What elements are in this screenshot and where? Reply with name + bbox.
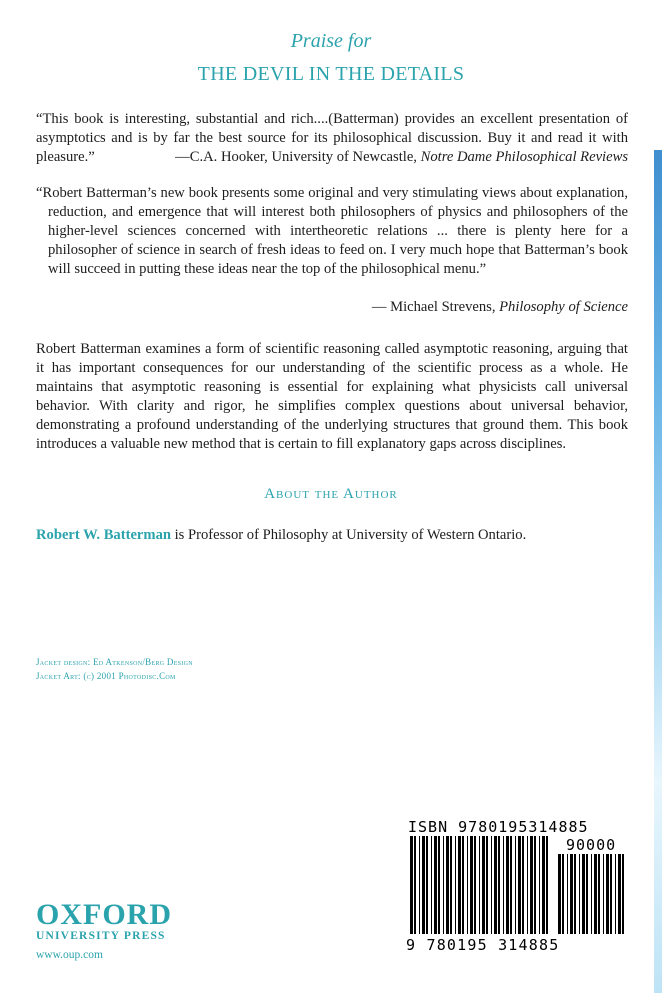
barcode-bar xyxy=(462,836,464,934)
barcode-bar xyxy=(419,836,420,934)
review-quote-1-source: Notre Dame Philosophical Reviews xyxy=(420,149,628,165)
barcode-bar xyxy=(482,836,485,934)
book-title: THE DEVIL IN THE DETAILS xyxy=(197,63,465,85)
barcode-bar xyxy=(470,836,473,934)
jacket-art-credit: Jacket Art: (c) 2001 Photodisc.Com xyxy=(36,671,176,681)
barcode-bar xyxy=(450,836,452,934)
barcode-bar xyxy=(434,836,437,934)
barcode-bar xyxy=(467,836,468,934)
review-quote-1-author: —C.A. Hooker, University of Newcastle, xyxy=(175,149,421,165)
isbn-label: ISBN 9780195314885 xyxy=(408,818,589,836)
barcode-bar xyxy=(558,854,561,934)
publisher-logo-name: OXFORD xyxy=(36,898,172,931)
barcode-bar xyxy=(414,836,416,934)
edge-glow-decoration xyxy=(654,150,662,993)
barcode-bar xyxy=(618,854,621,934)
barcode-bar xyxy=(594,854,597,934)
review-quote-2-source: Philosophy of Science xyxy=(499,299,628,315)
barcode-bar xyxy=(527,836,528,934)
author-bio-text: is Professor of Philosophy at University of Western Ontario. xyxy=(170,527,527,543)
barcode-bar xyxy=(615,854,616,934)
barcode-bar xyxy=(503,836,504,934)
barcode-bar xyxy=(562,854,564,934)
barcode-bar xyxy=(598,854,600,934)
publisher-website: www.oup.com xyxy=(36,949,103,961)
barcode-bar xyxy=(579,854,580,934)
review-quote-2-author: — Michael Strevens, xyxy=(371,299,500,315)
review-quote-2-attribution xyxy=(372,298,628,317)
barcode-bar xyxy=(515,836,516,934)
barcode-bar xyxy=(510,836,512,934)
barcode-bar xyxy=(534,836,536,934)
isbn-barcode-icon xyxy=(410,836,552,934)
review-quote-1-text: “This book is interesting, substantial and rich....(Batterman) provides an excellent presentation of asymptotics and is by far the best source for its philosophical discussion. Buy it and read it with pleasure.” xyxy=(36,111,628,165)
barcode-bar xyxy=(474,836,476,934)
price-code: 90000 xyxy=(566,836,617,854)
barcode-bar xyxy=(586,854,588,934)
author-bio xyxy=(36,526,628,545)
barcode-bar xyxy=(431,836,432,934)
barcode-bar xyxy=(606,854,609,934)
publisher-logo-subname: UNIVERSITY PRESS xyxy=(36,930,166,942)
jacket-design-credit: Jacket design: Ed Atkenson/Berg Design xyxy=(36,657,193,667)
book-description: Robert Batterman examines a form of scientific reasoning called asymptotic reasoning, arguing that it has important consequences for our understanding of the scientific process as a whole. He maintains that asymptotic reasoning is essential for explaining what physicists call universal behavior. With clarity and rigor, he simplifies complex questions about universal behavior, demonstrating a profound understanding of the underlying structures that ground them. This book introduces a valuable new method that is certain to fill explanatory gaps across disciplines. xyxy=(36,341,628,452)
barcode-bar xyxy=(410,836,413,934)
barcode-bar xyxy=(542,836,545,934)
ean-digits: 9 780195 314885 xyxy=(406,936,560,954)
barcode-bar xyxy=(546,836,548,934)
barcode-bar xyxy=(570,854,573,934)
author-name: Robert W. Batterman xyxy=(36,527,171,543)
price-barcode-icon xyxy=(558,854,628,934)
barcode-bar xyxy=(603,854,604,934)
barcode-bar xyxy=(494,836,497,934)
barcode-bar xyxy=(438,836,440,934)
about-author-heading: About the Author xyxy=(264,486,398,502)
barcode-bar xyxy=(498,836,500,934)
barcode-bar xyxy=(574,854,576,934)
barcode-bar xyxy=(479,836,480,934)
barcode-bar xyxy=(491,836,492,934)
barcode-bar xyxy=(582,854,585,934)
barcode-bar xyxy=(426,836,428,934)
barcode-bar xyxy=(610,854,612,934)
barcode-bar xyxy=(518,836,521,934)
review-quote-1-attribution xyxy=(175,148,628,167)
barcode-bar xyxy=(422,836,425,934)
barcode-bar xyxy=(486,836,488,934)
barcode-bar xyxy=(446,836,449,934)
barcode-bar xyxy=(591,854,592,934)
barcode-bar xyxy=(539,836,540,934)
barcode-bar xyxy=(458,836,461,934)
review-quote-2-text: “Robert Batterman’s new book presents some original and very stimulating views about explanation, reduction, and emergence that will interest both philosophers of physics and philosophers of the higher-level sciences concerned with intertheoretic relations ... there is plenty here for a philosopher of science in search of fresh ideas to feed on. I very much hope that Batterman’s book will succeed in putting these ideas near the top of the philosophical menu.” xyxy=(36,185,628,277)
barcode-bar xyxy=(522,836,524,934)
barcode-bar xyxy=(567,854,568,934)
barcode-bar xyxy=(530,836,533,934)
barcode-bar xyxy=(443,836,444,934)
praise-for-heading: Praise for xyxy=(290,30,372,52)
barcode-bar xyxy=(622,854,624,934)
review-quote-2 xyxy=(36,184,628,279)
barcode-bar xyxy=(506,836,509,934)
barcode-bar xyxy=(455,836,456,934)
